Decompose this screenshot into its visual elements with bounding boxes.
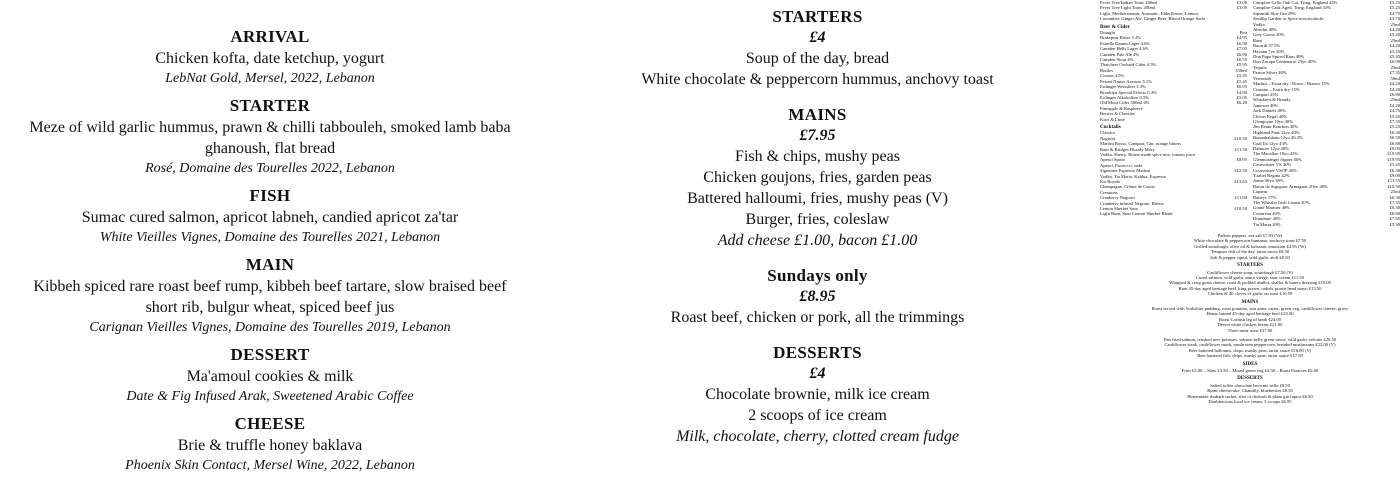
drink-name: Brakspear Bitter 3.4% (1100, 35, 1141, 41)
menu-item: Fish & chips, mushy peas (735, 148, 900, 165)
drink-name: Vodka, Tia Maria, Kahlua, Espresso (1100, 173, 1167, 179)
drink-price: £19.95 (1387, 151, 1400, 157)
course-fish (20, 185, 520, 247)
set-menu (640, 0, 995, 461)
section-desserts (640, 342, 995, 447)
drink-name: Whiskeys & Brandy (1253, 97, 1291, 103)
drink-price: £9.00 (1389, 173, 1400, 178)
drink-row (1100, 117, 1247, 122)
menu-note: Milk, chocolate, cherry, clotted cream fudge (676, 428, 959, 445)
food-line: Cured salmon, wild garlic sauce vierge, sour cream £11.50 (1196, 274, 1304, 280)
drinks-category: Cocktails (1100, 123, 1121, 130)
menu-item: Chicken goujons, fries, garden peas (703, 169, 932, 186)
drink-price: £19.95 (1387, 156, 1400, 162)
dish-description: Sumac cured salmon, apricot labneh, candied apricot za'tar (81, 209, 459, 226)
drink-name: Kir Royale (1100, 179, 1121, 184)
drinks-column-1 (1100, 0, 1247, 227)
drink-name: Liqueur (1253, 189, 1268, 195)
drink-name: Creations (1100, 189, 1118, 195)
drinks-category: Beer & Cider (1100, 23, 1130, 30)
drink-price: £5.45 (1389, 113, 1400, 119)
wine-pairing: Date & Fig Infused Arak, Sweetened Arabic Coffee (126, 389, 414, 404)
drink-price: £8.95 (1236, 157, 1247, 163)
drink-name: Campari 25% (1253, 91, 1279, 97)
drink-name: Bacardi 37.5% (1253, 43, 1281, 49)
drink-price: £6.30 (1389, 205, 1400, 211)
drink-price: 25ml (1390, 189, 1400, 195)
drink-name: Grey Goose 40% (1253, 32, 1285, 38)
course-arrival (20, 0, 520, 88)
drink-name: Drambuie 40% (1253, 216, 1281, 222)
section-price: £7.95 (799, 127, 836, 144)
dish-description: Ma'amoul cookies & milk (186, 368, 354, 385)
drink-name: Highland Park 12yo 40% (1253, 129, 1300, 135)
course-heading: FISH (249, 186, 291, 205)
food-line: Beer battered fish, chips, mushy peas, tartar sauce £17.50 (1197, 353, 1303, 359)
drink-price: £11.50 (1234, 146, 1247, 152)
drink-price: £5.05 (1236, 94, 1247, 100)
menu-item: Soup of the day, bread (745, 50, 890, 67)
food-line: House brined 45-day aged heritage beef £23.00 (1206, 311, 1294, 317)
food-line: Three meat roast £37.00 (1227, 327, 1273, 333)
course-heading: DESSERT (230, 345, 310, 364)
drink-name: Old Mout Cider 500ml 4% (1100, 100, 1150, 106)
section-price: £4 (809, 29, 826, 46)
drink-price: £6.95 (1236, 84, 1247, 90)
drink-name: Tequila (1253, 64, 1267, 70)
drink-name: Coal Ila 12yo 43% (1253, 140, 1288, 146)
drink-name: Jack Daniels 40% (1253, 108, 1286, 114)
drink-price: £11.55 (1387, 178, 1400, 184)
drink-name: Glenmorangie Signet 46% (1253, 156, 1302, 162)
drink-name: Jim Beam Bourbon 40% (1253, 124, 1299, 130)
drink-name: Chivas Regal 40% (1253, 113, 1288, 119)
drink-name: Courvoisier VSOP 40% (1253, 167, 1297, 173)
drinks-column-2 (1253, 0, 1400, 227)
food-line: Rare 45-day aged heritage beef, king prawn, radish, prawn head mayo £13.50 (1178, 285, 1322, 291)
drink-name: Ron Zacapa Centenario 23yo 40% (1253, 59, 1317, 65)
drink-price: £7.05 (1236, 46, 1247, 52)
section-heading: Sundays only (767, 266, 868, 285)
course-heading: CHEESE (234, 414, 306, 433)
drink-name: Don Papa Spiced Rum 40% (1253, 54, 1305, 60)
drink-name: Pineapple & Raspberry (1100, 105, 1143, 111)
food-line: Doubleicious local ice cream, 3 scoops £6.95 (1208, 399, 1292, 405)
section-sundays-only (640, 265, 995, 328)
food-line: Homemade rhubarb sorbet, shot of rhubarb & plum gin liquor £6.50 (1187, 393, 1313, 399)
drink-price: £7.35 (1389, 70, 1400, 76)
drink-price: 50ml (1390, 75, 1400, 81)
food-line: Salt & pepper squid, wild garlic aioli £8.50 (1210, 254, 1290, 260)
drink-name: Light, Mediterranean, Aromatic, Elderflower, Lemon, (1100, 10, 1199, 16)
drink-name: Camden Stout 4% (1100, 57, 1134, 63)
food-line: Roast Cornish leg of lamb £24.00 (1218, 316, 1281, 322)
drink-price: 25ml (1390, 64, 1400, 70)
drink-name: Aperol, Prosecco, soda (1100, 162, 1143, 168)
drink-name: Martini – Extra dry / Rosso / Bianco 15% (1253, 81, 1330, 87)
drink-price: £4.20 (1389, 43, 1400, 49)
drink-price: £11.00 (1234, 195, 1247, 201)
drink-price: £6.80 (1389, 210, 1400, 216)
drink-price: £12.50 (1234, 168, 1247, 174)
section-price: £4 (809, 365, 826, 382)
drink-price: £6.55 (1236, 57, 1247, 63)
food-section (1100, 300, 1400, 359)
drink-name: Jameson 40% (1253, 102, 1279, 108)
drink-name: The Macallan 18yo 43% (1253, 151, 1299, 157)
drink-price: £7.35 (1389, 200, 1400, 206)
food-section (1100, 233, 1400, 260)
drink-name: Estrella Damm Lager 4.6% (1100, 40, 1151, 46)
wine-pairing: Phoenix Skin Contact, Mersel Wine, 2022, Lebanon (125, 458, 415, 473)
food-line: Padron peppers, sea salt £7.95 (Ve) (1217, 233, 1283, 239)
section-heading: DESSERTS (773, 343, 862, 362)
drink-name: Cranberry infused Negroni, Bitters (1100, 200, 1165, 206)
drink-price: £4.20 (1389, 27, 1400, 33)
drink-name: The Whistler Irish Cream 20% (1253, 200, 1310, 206)
drink-price: £7.85 (1389, 216, 1400, 222)
drink-price: £6.30 (1389, 129, 1400, 135)
drink-name: Vodka (1253, 21, 1265, 27)
dish-description: Chicken kofta, date ketchup, yogurt (155, 50, 385, 67)
drink-name: Peroni Nastro Azzurro 5.1% (1100, 78, 1153, 84)
wine-pairing: White Vieilles Vignes, Domaine des Tourelles 2021, Lebanon (99, 230, 441, 245)
drink-name: Berries & Cherries (1100, 111, 1135, 117)
food-line: Tempura fish of the day, tartar sauce £8.50 (1210, 249, 1290, 255)
drink-name: Kiwi & Lime (1100, 116, 1125, 122)
drink-price: £6.90 (1236, 51, 1247, 57)
food-section-heading: STARTERS (1237, 263, 1263, 269)
drink-price: £6.90 (1236, 40, 1247, 46)
drink-name: Classics (1100, 130, 1116, 136)
drink-name: Bottles (1100, 67, 1114, 73)
drink-name: Havana 7yo 40% (1253, 48, 1285, 54)
drink-price: £6.20 (1236, 100, 1247, 106)
drink-name: Bunnahabhain 12yo 46.3% (1253, 135, 1303, 141)
drink-name: Courvoisier VS 40% (1253, 162, 1292, 168)
drink-price: £6.90 (1389, 59, 1400, 65)
drink-name: Absolut 40% (1253, 27, 1278, 33)
course-heading: STARTER (229, 96, 311, 115)
menu-item: Roast beef, chicken or pork, all the trimmings (670, 309, 965, 326)
drink-price: £3.70 (1389, 16, 1400, 22)
drink-name: Tia Maria 20% (1253, 221, 1281, 227)
drink-price: 25ml (1390, 97, 1400, 103)
drink-name: Camden Hells Lager 4.6% (1100, 46, 1149, 52)
drink-name: Vodka, Sherry, House made spice mix, tomato juice (1100, 151, 1196, 157)
food-line: Salted toffee chocolate brownie trifle £8.50 (1210, 382, 1290, 388)
drink-price: 25ml (1390, 21, 1400, 27)
drink-name: Martini Rosso, Campari, Gin, orange bitters (1100, 141, 1181, 147)
drinks-and-food-menu (1100, 0, 1400, 404)
drink-row (1100, 211, 1247, 216)
drink-name: Baileys 17% (1253, 194, 1277, 200)
drink-price: £5.25 (1389, 5, 1400, 11)
wine-pairing: Rosé, Domaine des Tourelles 2022, Lebanon (145, 161, 395, 176)
drink-name: Thatchers Orchard Cider 4.5% (1100, 62, 1157, 68)
drink-name: Light Rum, Sour Lemon Sherbet Blend (1100, 211, 1173, 217)
drink-name: Cucumber, Ginger Ale, Ginger Beer, Blood Orange Soda (1100, 16, 1205, 22)
drink-price: £3.00 (1236, 5, 1247, 11)
drink-name: Champagne, Crème de Cassis (1100, 184, 1155, 190)
food-line: White chocolate & peppercorn hummus, anchovy toast £7.50 (1193, 238, 1307, 244)
food-section-heading: DESSERTS (1237, 376, 1263, 382)
food-line: Whipped & crisp goats cheese, roast & pickled shallot, shallot & honey dressing £10.00 (1169, 280, 1331, 286)
drink-price: £5.95 (1236, 62, 1247, 68)
section-heading: MAINS (788, 105, 847, 124)
food-line: Cauliflower steak, cauliflower mash, mushroom peppercorn, breaded mushrooms £22.00 (V) (1164, 342, 1336, 348)
food-line: Devon white chicken breast £21.00 (1217, 322, 1283, 328)
food-line: Grilled sourdough, olive oil & balsamic emulsion £4.95 (Ve) (1194, 243, 1306, 249)
drink-price: £5.25 (1389, 48, 1400, 54)
drink-price: £4.20 (1389, 86, 1400, 92)
dish-description: Meze of wild garlic hummus, prawn & chilli tabbouleh, smoked lamb baba ghanoush, flat bread (29, 119, 511, 157)
drink-name: Patron Silver 40% (1253, 70, 1287, 76)
drink-name: Seedlip Garden or Spice non-alcoholic (1253, 16, 1325, 22)
drink-price: £5.25 (1389, 0, 1400, 5)
course-heading: MAIN (245, 255, 295, 274)
food-section (1100, 362, 1400, 374)
drink-name: Negroni (1100, 135, 1116, 141)
food-section-heading: MAINS (1241, 299, 1259, 305)
drink-name: Campfire Cello Oak Cut, Tring, England 43% (1253, 0, 1338, 5)
drink-name: Aperol Spritz (1100, 157, 1125, 163)
menu-item: White chocolate & peppercorn hummus, anchovy toast (641, 71, 994, 88)
drink-name: Cointreau 40% (1253, 210, 1281, 216)
drink-price: £5.45 (1236, 78, 1247, 84)
drink-price: £9.05 (1389, 145, 1400, 151)
food-line: Beer battered halloumi, chips, mushy peas, tartar sauce £16.00 (V) (1188, 347, 1312, 353)
drinks-list (1100, 0, 1400, 227)
course-main (20, 254, 520, 337)
drink-price: £4.75 (1389, 108, 1400, 114)
drink-price: £6.80 (1389, 91, 1400, 97)
section-heading: STARTERS (772, 7, 863, 26)
drink-price: £10.50 (1234, 206, 1247, 212)
food-menu (1100, 233, 1400, 404)
drink-name: Signature Espresso Martini (1100, 168, 1151, 174)
food-line: Burnt cheesecake, Chantilly, blueberries £8.50 (1207, 388, 1293, 394)
course-dessert (20, 344, 520, 406)
menu-item: 2 scoops of ice cream (748, 407, 887, 424)
tasting-menu (20, 0, 520, 482)
drink-name: Jaime 30yo 38% (1253, 178, 1284, 184)
drink-price: £3.00 (1236, 0, 1247, 5)
drink-price: £5.45 (1236, 73, 1247, 79)
menu-note: Add cheese £1.00, bacon £1.00 (717, 232, 918, 249)
section-mains (640, 104, 995, 251)
drink-name: Erdinger Alkoholfrei 0.5% (1100, 94, 1150, 100)
drink-name: Cranberry Negroni (1100, 195, 1135, 201)
drink-name: Fever Tree Indian Tonic 200ml (1100, 0, 1158, 5)
food-line: Cauliflower cheese soup, sourdough £7.50 (V) (1207, 269, 1293, 275)
drink-name: Erdinger Weissbier 5.3% (1100, 84, 1146, 90)
course-starter (20, 95, 520, 178)
drink-name: Fever Tree Light Tonic 200ml (1100, 5, 1156, 11)
drink-price: £4.80 (1236, 89, 1247, 95)
wine-pairing: Carignan Vieilles Vignes, Domaine des Tourelles 2019, Lebanon (89, 320, 451, 335)
drink-row (1253, 222, 1400, 227)
drink-price: £5.45 (1389, 54, 1400, 60)
food-line: Chicken & 40 cloves of garlic on toast £10.50 (1207, 291, 1293, 297)
drink-price: £10.50 (1387, 183, 1400, 189)
drink-price: £4.20 (1389, 81, 1400, 87)
drink-name: Camden Pale Ale 4% (1100, 51, 1140, 57)
drink-price: £5.45 (1389, 162, 1400, 168)
drink-price: £4.75 (1389, 10, 1400, 16)
drink-name: Bain & Bridges Bloody Mary (1100, 146, 1155, 152)
section-starters (640, 0, 995, 90)
menu-item: Burger, fries, coleslaw (745, 211, 890, 228)
drink-price: £4.20 (1389, 102, 1400, 108)
drink-name: Sipsmith Sloe Gin 29% (1253, 10, 1297, 16)
drink-price: £4.95 (1236, 35, 1247, 41)
drink-price: Pint (1239, 30, 1247, 36)
drink-price: £6.30 (1389, 194, 1400, 200)
drink-price: 25ml (1390, 37, 1400, 43)
drink-price: £13.65 (1234, 179, 1247, 184)
drink-name: Campfire Cask Aged, Tring, England 43% (1253, 5, 1331, 11)
drink-name: Yzabel Regina 42% (1253, 173, 1290, 178)
drink-name: Brooklyn Special Effects 0.4% (1100, 89, 1157, 95)
drink-name: Baron de Sigognac Armagnac 20yo 40% (1253, 183, 1328, 189)
dish-description: Brie & truffle honey baklava (177, 437, 363, 454)
drink-name: Rum (1253, 37, 1262, 43)
menu-item: Battered halloumi, fries, mushy peas (V) (687, 190, 948, 207)
dish-description: Kibbeh spiced rare roast beef rump, kibbeh beef tartare, slow braised beef short rib, bulgur wheat, spiced beef jus (33, 278, 507, 316)
drink-name: Lemon Sherbet Sour (1100, 206, 1139, 212)
section-price: £8.95 (799, 288, 836, 305)
drink-price: £10.50 (1234, 135, 1247, 141)
drink-row (1100, 16, 1247, 21)
drink-price: £7.35 (1389, 118, 1400, 124)
food-section-heading: SIDES (1242, 361, 1258, 367)
drink-price: £6.30 (1389, 167, 1400, 173)
drink-name: Vermouth (1253, 75, 1272, 81)
food-section (1100, 263, 1400, 296)
menu-item: Chocolate brownie, milk ice cream (705, 386, 930, 403)
drink-price: 330ml (1235, 67, 1247, 73)
drink-name: Grand Marnier 40% (1253, 205, 1290, 211)
course-heading: ARRIVAL (230, 27, 310, 46)
food-line: Roast served with Yorkshire pudding, roast potatoes, star anise carrot, green veg, cauliflower cheese, gravy (1151, 305, 1349, 311)
drink-price: £6.80 (1389, 140, 1400, 146)
food-line: Pan fried salmon, crushed new potatoes, salmon belly green sauce, wild garlic veloute £26.50 (1163, 336, 1337, 342)
drink-price: £6.50 (1389, 135, 1400, 141)
drink-name: Draught (1100, 30, 1116, 36)
drink-price: £5.25 (1389, 124, 1400, 130)
food-section (1100, 376, 1400, 404)
drink-name: Corona 4.5% (1100, 73, 1125, 79)
drink-price: £5.20 (1389, 32, 1400, 38)
drink-name: Glengoyne 10yo 40% (1253, 118, 1294, 124)
food-line: Fries £5.00 – Slaw £3.50 – Mixed green veg £4.50 – Roast Potatoes £6.00 (1181, 368, 1319, 373)
wine-pairing: LebNat Gold, Mersel, 2022, Lebanon (165, 71, 375, 86)
drink-price: £5.30 (1389, 221, 1400, 227)
drink-name: Dalmore 12yo 40% (1253, 145, 1289, 151)
drink-name: Cinzano – Extra dry 15% (1253, 86, 1300, 92)
course-cheese (20, 413, 520, 475)
